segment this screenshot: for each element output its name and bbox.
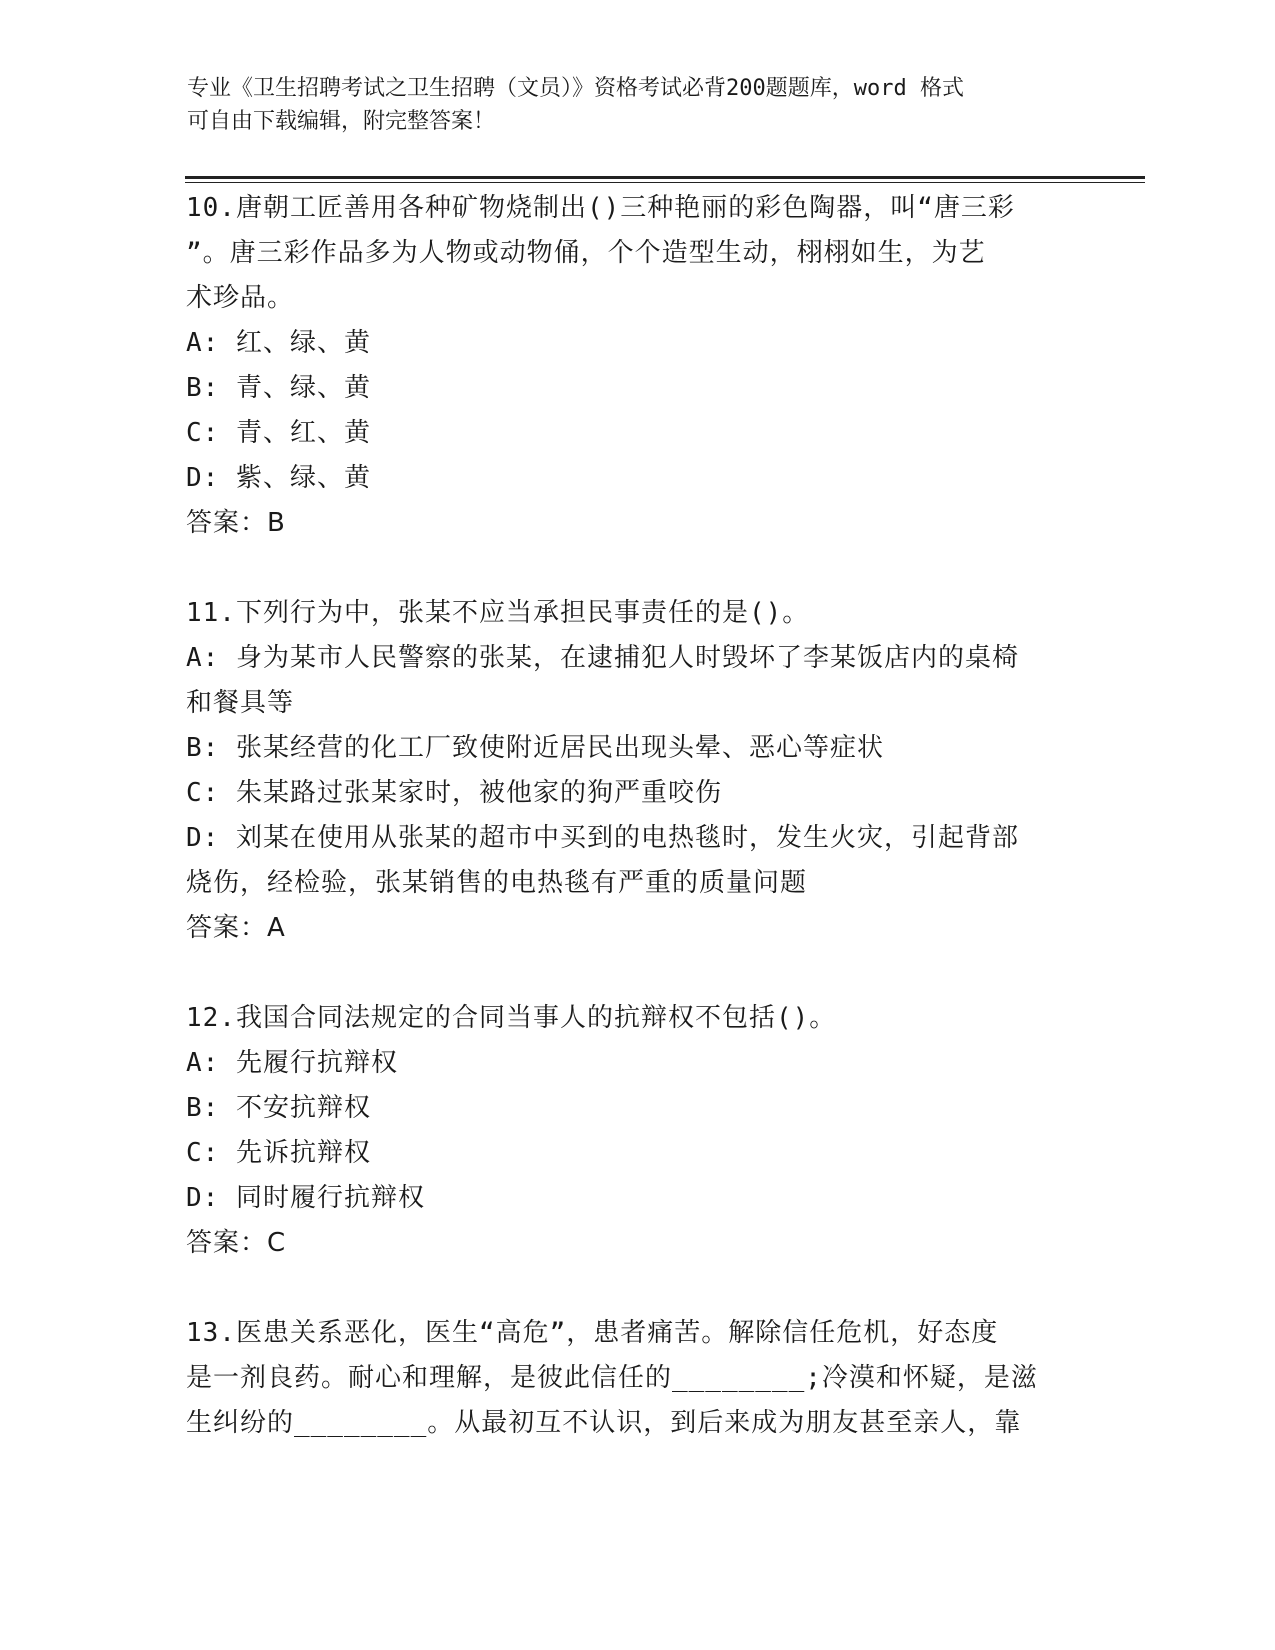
- question-list: [186, 186, 1086, 1446]
- question-stem: 12.我国合同法规定的合同当事人的抗辩权不包括()。: [186, 1003, 837, 1033]
- option-d-continued: 烧伤，经检验，张某销售的电热毯有严重的质量问题: [186, 868, 808, 898]
- question-11: [186, 591, 1086, 951]
- question-stem: 10.唐朝工匠善用各种矿物烧制出()三种艳丽的彩色陶器，叫“唐三彩: [186, 193, 1015, 223]
- question-stem: 11.下列行为中，张某不应当承担民事责任的是()。: [186, 598, 810, 628]
- option-c: C: 青、红、黄: [186, 418, 371, 448]
- header-divider-thin: [185, 182, 1145, 183]
- question-10: [186, 186, 1086, 546]
- question-stem: 生纠纷的________。从最初互不认识，到后来成为朋友甚至亲人，靠: [186, 1408, 1022, 1438]
- question-spacer: [186, 951, 1086, 996]
- question-stem: ”。唐三彩作品多为人物或动物俑，个个造型生动，栩栩如生，为艺: [186, 238, 986, 268]
- option-b: B: 青、绿、黄: [186, 373, 371, 403]
- question-13: [186, 1311, 1086, 1446]
- option-a: A: 先履行抗辩权: [186, 1048, 398, 1078]
- option-c: C: 先诉抗辩权: [186, 1138, 371, 1168]
- option-b: B: 张某经营的化工厂致使附近居民出现头晕、恶心等症状: [186, 733, 884, 763]
- option-c: C: 朱某路过张某家时，被他家的狗严重咬伤: [186, 778, 722, 808]
- question-spacer: [186, 546, 1086, 591]
- question-stem: 13.医患关系恶化，医生“高危”，患者痛苦。解除信任危机，好态度: [186, 1318, 999, 1348]
- header-line: 专业《卫生招聘考试之卫生招聘（文员）》资格考试必背200题题库，word 格式: [187, 76, 964, 101]
- answer-line: 答案：C: [186, 1228, 287, 1258]
- option-d: D: 紫、绿、黄: [186, 463, 371, 493]
- question-stem: 术珍品。: [186, 283, 295, 313]
- answer-line: 答案：A: [186, 913, 286, 943]
- header-line: 可自由下载编辑，附完整答案！: [187, 109, 496, 134]
- question-spacer: [186, 1266, 1086, 1311]
- question-12: [186, 996, 1086, 1266]
- option-a: A: 红、绿、黄: [186, 328, 371, 358]
- option-d: D: 同时履行抗辩权: [186, 1183, 425, 1213]
- question-stem: 是一剂良药。耐心和理解，是彼此信任的________;冷漠和怀疑，是滋: [186, 1363, 1038, 1393]
- answer-line: 答案：B: [186, 508, 286, 538]
- document-header: [187, 72, 1067, 138]
- header-divider: [185, 176, 1145, 179]
- option-a-continued: 和餐具等: [186, 688, 295, 718]
- option-d: D: 刘某在使用从张某的超市中买到的电热毯时，发生火灾，引起背部: [186, 823, 1019, 853]
- option-a: A: 身为某市人民警察的张某，在逮捕犯人时毁坏了李某饭店内的桌椅: [186, 643, 1019, 673]
- option-b: B: 不安抗辩权: [186, 1093, 371, 1123]
